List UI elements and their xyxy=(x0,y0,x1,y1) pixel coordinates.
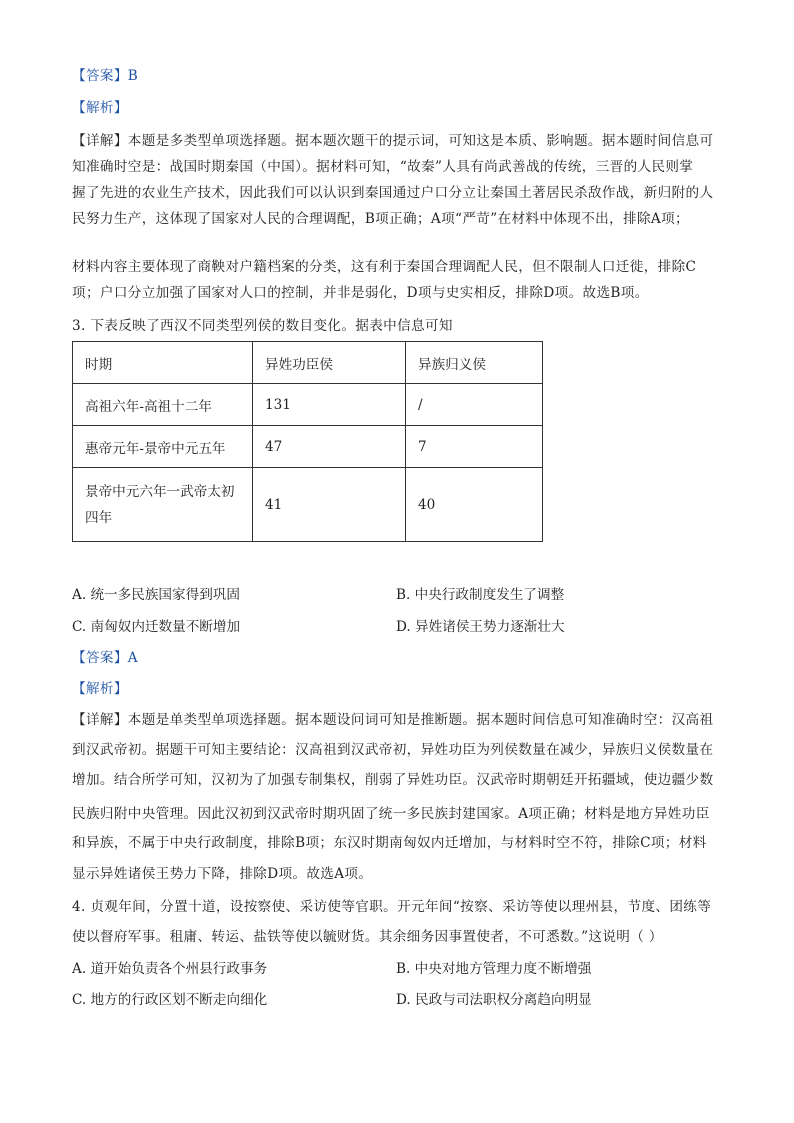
q3-detail-line: 增加。结合所学可知，汉初为了加强专制集权，削弱了异姓功臣。汉武帝时期朝廷开拓疆域，使边疆少数 xyxy=(72,772,714,788)
table-header-cell: 异族归义侯 xyxy=(406,342,543,384)
table-cell: 高祖六年-高祖十二年 xyxy=(73,384,253,426)
q4-option-c: C. 地方的行政区划不断走向细化 xyxy=(72,992,268,1008)
q3-detail-line: 民族归附中央管理。因此汉初到汉武帝时期巩固了统一多民族封建国家。A项正确；材料是地方异姓功臣 xyxy=(72,806,710,822)
q3-option-a: A. 统一多民族国家得到巩固 xyxy=(72,587,240,603)
q3-option-d: D. 异姓诸侯王势力逐渐壮大 xyxy=(396,619,565,635)
q2-detail-line: 握了先进的农业生产技术，因此我们可以认识到秦国通过户口分立让秦国土著居民杀敌作战，新归附的人 xyxy=(72,185,714,201)
q4-stem-line: 4. 贞观年间，分置十道，设按察使、采访使等官职。开元年间“按察、采访等使以理州县，节度、团练等 xyxy=(72,899,712,915)
q2-analysis-label: 【解析】 xyxy=(72,100,128,116)
q2-detail-line: 项；户口分立加强了国家对人口的控制，并非是弱化，D项与史实相反，排除D项。故选B项。 xyxy=(72,285,649,301)
table-header-cell: 异姓功臣侯 xyxy=(253,342,406,384)
table-cell: / xyxy=(406,384,543,426)
table-cell: 47 xyxy=(253,426,406,468)
table-cell: 40 xyxy=(406,468,543,542)
q2-answer: 【答案】B xyxy=(72,68,139,84)
table-cell-line: 景帝中元六年一武帝太初 xyxy=(85,483,235,500)
q2-detail-line: 知准确时空是：战国时期秦国（中国）。据材料可知，“故秦”人具有尚武善战的传统，三晋的人民则掌 xyxy=(72,159,694,175)
q3-analysis-label: 【解析】 xyxy=(72,681,128,697)
q2-detail-line: 【详解】本题是多类型单项选择题。据本题次题干的提示词，可知这是本质、影响题。据本题时间信息可 xyxy=(72,133,714,149)
q3-detail-line: 到汉武帝初。据题干可知主要结论：汉高祖到汉武帝初，异姓功臣为列侯数量在减少，异族归义侯数量在 xyxy=(72,742,714,758)
table-row xyxy=(73,426,543,468)
q3-option-c: C. 南匈奴内迁数量不断增加 xyxy=(72,619,241,635)
table-cell xyxy=(73,468,253,542)
table-cell: 7 xyxy=(406,426,543,468)
table-row xyxy=(73,468,543,542)
q3-answer: 【答案】A xyxy=(72,650,138,666)
table-cell: 131 xyxy=(253,384,406,426)
table-cell-line: 四年 xyxy=(85,509,113,526)
q4-stem-line: 使以督府军事。租庸、转运、盐铁等使以毓财货。其余细务因事置使者，不可悉数。”这说明（ ） xyxy=(72,929,663,945)
table-header-cell: 时期 xyxy=(73,342,253,384)
q3-detail-line: 显示异姓诸侯王势力下降，排除D项。故选A项。 xyxy=(72,866,373,882)
q4-option-b: B. 中央对地方管理力度不断增强 xyxy=(396,961,592,977)
q3-table xyxy=(72,341,543,542)
q2-detail-line: 材料内容主要体现了商鞅对户籍档案的分类，这有利于秦国合理调配人民，但不限制人口迁徙，排除C xyxy=(72,259,697,275)
table-header-row xyxy=(73,342,543,384)
table-row xyxy=(73,384,543,426)
q3-detail-line: 【详解】本题是单类型单项选择题。据本题设问词可知是推断题。据本题时间信息可知准确时空：汉高祖 xyxy=(72,712,714,728)
q4-option-a: A. 道开始负责各个州县行政事务 xyxy=(72,961,268,977)
table-cell: 惠帝元年-景帝中元五年 xyxy=(73,426,253,468)
q4-option-d: D. 民政与司法职权分离趋向明显 xyxy=(396,992,592,1008)
q2-detail-line: 民努力生产，这体现了国家对人民的合理调配，B项正确；A项“严苛”在材料中体现不出，排除A项； xyxy=(72,211,689,227)
q3-stem: 3. 下表反映了西汉不同类型列侯的数目变化。据表中信息可知 xyxy=(72,318,453,334)
q3-detail-line: 和异族，不属于中央行政制度，排除B项；东汉时期南匈奴内迁增加，与材料时空不符，排除C项；材料 xyxy=(72,835,707,851)
table-cell: 41 xyxy=(253,468,406,542)
q3-option-b: B. 中央行政制度发生了调整 xyxy=(396,587,565,603)
